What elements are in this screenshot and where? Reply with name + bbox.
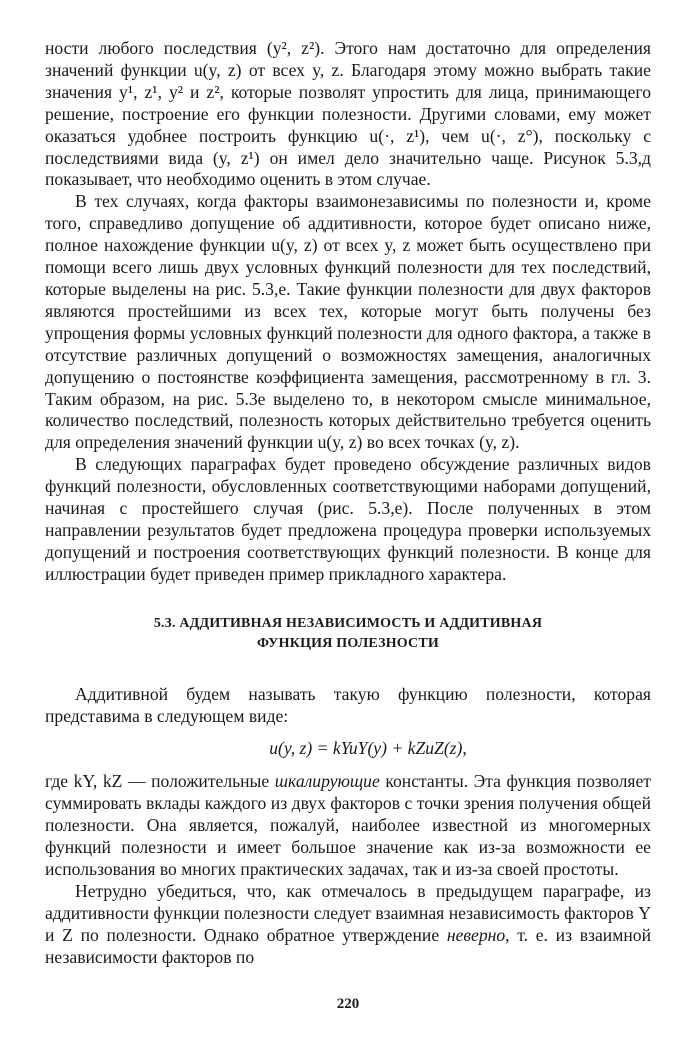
independence-emphasis: неверно [446, 924, 506, 945]
book-page [45, 38, 651, 1038]
section-heading [45, 614, 651, 654]
scaling-text-part1: где kY, kZ — положительные [45, 771, 275, 792]
page-number: 220 [336, 996, 360, 1012]
scaling-emphasis: шкалирующие [274, 771, 380, 792]
paragraph-mutual-independence [45, 881, 651, 969]
section-heading-line2: ФУНКЦИЯ ПОЛЕЗНОСТИ [257, 635, 439, 651]
paragraph-definition-intro: Аддитивной будем называть такую функцию полезности, которая представима в следующем виде: [45, 683, 651, 726]
paragraph-scaling-constants [45, 771, 651, 881]
section-heading-line1: 5.3. АДДИТИВНАЯ НЕЗАВИСИМОСТЬ И АДДИТИВНАЯ [153, 615, 543, 631]
scaling-text-part2: константы. Эта функция позволяет суммировать вклады каждого из двух факторов с точки зрения получения общей полезности. Она является, пожалуй, наиболее известной из многомерных функций полезности и имеет большое значение как из-за возможности ее использования во многих практических задачах, так и из-за своей простоты. [45, 771, 651, 880]
additive-utility-formula: u(y, z) = kYuY(y) + kZuZ(z), [269, 738, 467, 759]
paragraph-following-sections: В следующих параграфах будет проведено обсуждение различных видов функций полезности, обусловленных соответствующими наборами допущений, начиная с простейшего случая (рис. 5.3,е). После полученных в этом направлении результатов будет предложена процедура проверки используемых допущений и построения соответствующих функций полезности. В конце для иллюстрации будет приведен пример прикладного характера. [45, 454, 651, 584]
paragraph-additivity-case: В тех случаях, когда факторы взаимонезависимы по полезности и, кроме того, справедливо допущение об аддитивности, которое будет описано ниже, полное нахождение функции u(y, z) от всех y, z может быть осуществлено при помощи всего лишь двух условных функций полезности для тех последствий, которые выделены на рис. 5.3,е. Такие функции полезности для двух факторов являются простейшими из всех тех, которые могут быть получены без упрощения формы условных функций полезности для одного фактора, а также в отсутствие различных допущений о возможностях замещения, аналогичных допущению о постоянстве коэффициента замещения, рассмотренному в гл. 3. Таким образом, на рис. 5.3е выделено то, в некотором смысле минимальное, количество последствий, полезность которых действительно требуется оценить для определения значений функции u(y, z) во всех точках (y, z). [45, 191, 651, 453]
independence-text-part2: , т. е. из взаимной независимости факторов по [45, 924, 651, 967]
paragraph-continuation: ности любого последствия (y², z²). Этого нам достаточно для определения значений функции u(y, z) от всех y, z. Благодаря этому можно выбрать такие значения y¹, z¹, y² и z², которые позволят упростить для лица, принимающего решение, построение его функции полезности. Другими словами, ему может оказаться удобнее построить функцию u(·, z¹), чем u(·, z°), поскольку с последствиями вида (y, z¹) он имел дело значительно чаще. Рисунок 5.3,д показывает, что необходимо оценить в этом случае. [45, 38, 651, 190]
independence-text-part1: Нетрудно убедиться, что, как отмечалось в предыдущем параграфе, из аддитивности функции полезности следует взаимная независимость факторов Y и Z по полезности. Однако обратное утверждение [45, 881, 651, 945]
